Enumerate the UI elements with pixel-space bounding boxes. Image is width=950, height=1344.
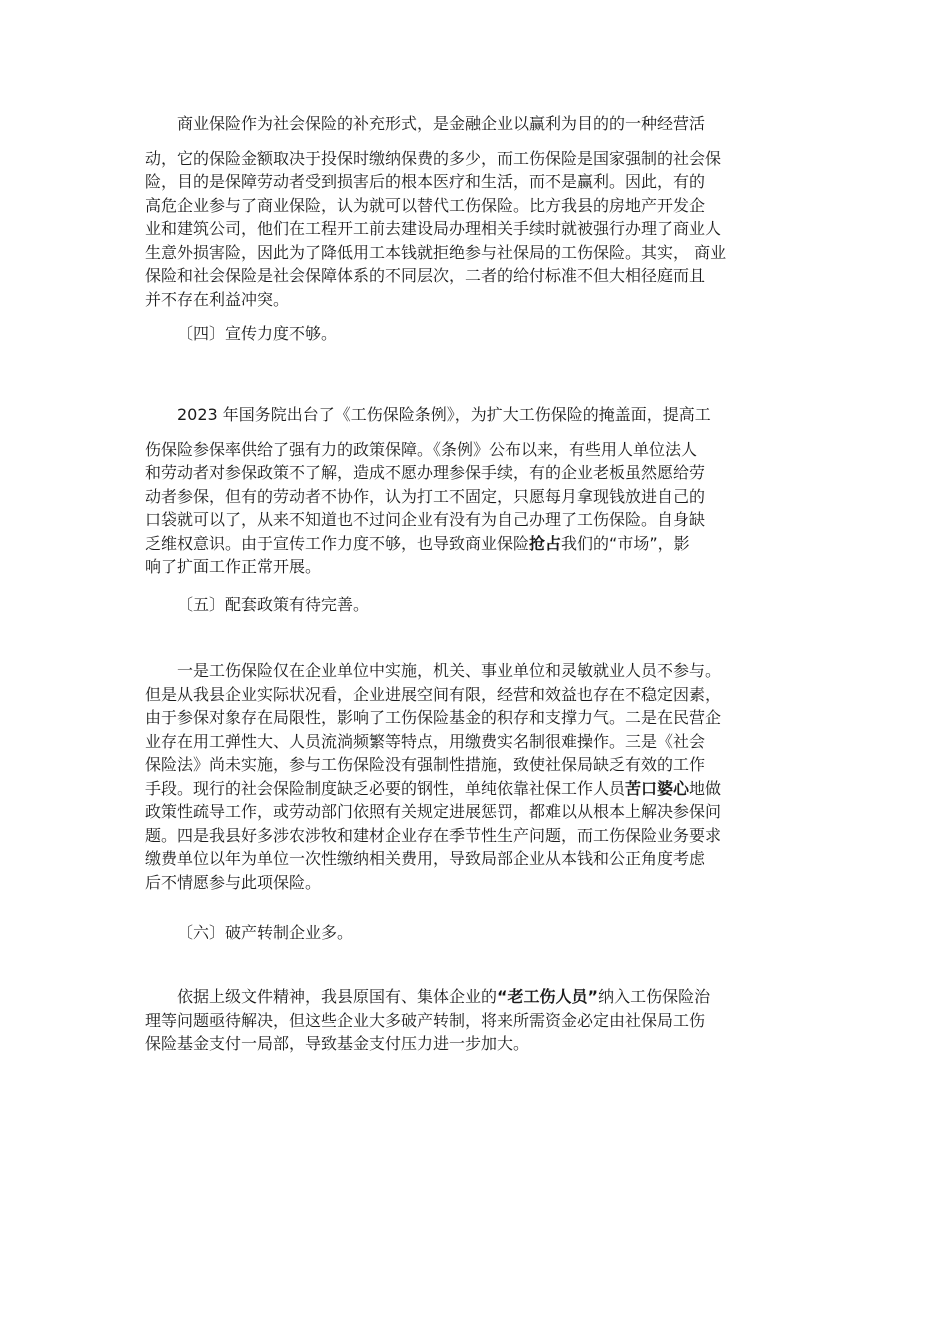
text-line: 和劳动者对参保政策不了解，造成不愿办理参保手续，有的企业老板虽然愿给劳 (145, 463, 706, 482)
text-segment: 纳入工伤保险治 (598, 987, 711, 1006)
text-line: 业存在用工弹性大、人员流淌频繁等特点，用缴费实名制很难操作。三是《社会 (145, 731, 706, 751)
emphasis-text: 苦口婆心 (625, 778, 690, 798)
text-line: 但是从我县企业实际状况看，企业进展空间有限，经营和效益也存在不稳定因素， (145, 684, 722, 704)
text-line: 险，目的是保障劳动者受到损害后的根本医疗和生活，而不是赢利。因此，有的 (145, 172, 706, 191)
text-line: 理等问题亟待解决，但这些企业大多破产转制，将来所需资金必定由社保局工伤 (145, 1010, 706, 1030)
text-line: 后不情愿参与此项保险。 (145, 872, 322, 892)
text-line: 题。四是我县好多涉农涉牧和建材企业存在季节性生产问题，而工伤保险业务要求 (145, 825, 722, 845)
text-line: 2023 年国务院出台了《工伤保险条例》，为扩大工伤保险的掩盖面，提高工 (177, 405, 711, 424)
section-heading-5: 〔五〕配套政策有待完善。 (177, 595, 370, 614)
text-line: 高危企业参与了商业保险，认为就可以替代工伤保险。比方我县的房地产开发企 (145, 195, 706, 215)
text-line: 由于参保对象存在局限性，影响了工伤保险基金的积存和支撑力气。二是在民营企 (145, 708, 722, 727)
emphasis-text: “老工伤人员” (497, 987, 599, 1006)
text-line: 保险法》尚未实施，参与工伤保险没有强制性措施，致使社保局缺乏有效的工作 (145, 755, 706, 774)
text-line-with-emphasis (145, 777, 817, 801)
text-segment: 依据上级文件精神，我县原国有、集体企业的 (177, 987, 498, 1006)
text-line: 动者参保，但有的劳动者不协作，认为打工不固定，只愿每月拿现钱放进自己的 (145, 486, 706, 506)
emphasis-text: 抢占 (529, 533, 562, 553)
text-segment: 地做 (689, 778, 722, 798)
paragraph-supporting-policy (145, 659, 817, 894)
text-line: 一是工伤保险仅在企业单位中实施，机关、事业单位和灵敏就业人员不参与。 (177, 661, 722, 680)
text-line-with-emphasis (145, 985, 817, 1009)
text-line-with-emphasis (145, 532, 817, 556)
text-line: 保险基金支付一局部，导致基金支付压力进一步加大。 (145, 1034, 530, 1053)
text-segment: 乏维权意识。由于宣传工作力度不够，也导致商业保险 (145, 533, 530, 553)
text-line: 口袋就可以了，从来不知道也不过问企业有没有为自己办理了工伤保险。自身缺 (145, 510, 706, 529)
paragraph-publicity (145, 403, 817, 579)
text-line: 保险和社会保险是社会保障体系的不同层次，二者的给付标准不但大相径庭而且 (145, 266, 706, 285)
text-segment: 手段。现行的社会保险制度缺乏必要的钢性，单纯依靠社保工作人员 (145, 778, 626, 798)
text-line: 业和建筑公司，他们在工程开工前去建设局办理相关手续时就被强行办理了商业人 (145, 219, 722, 238)
text-line: 生意外损害险，因此为了降低用工本钱就拒绝参与社保局的工伤保险。其实， 商业 (145, 242, 727, 262)
section-heading-6: 〔六〕破产转制企业多。 (177, 923, 354, 942)
text-line: 并不存在利益冲突。 (145, 289, 290, 309)
section-heading-4: 〔四〕宣传力度不够。 (177, 324, 338, 343)
text-line: 缴费单位以年为单位一次性缴纳相关费用，导致局部企业从本钱和公正角度考虑 (145, 849, 706, 868)
text-line: 动，它的保险金额取决于投保时缴纳保费的多少，而工伤保险是国家强制的社会保 (145, 148, 722, 168)
paragraph-commercial-insurance (145, 112, 817, 311)
text-line: 商业保险作为社会保险的补充形式，是金融企业以赢利为目的的一种经营活 (177, 114, 706, 133)
text-line: 伤保险参保率供给了强有力的政策保障。《条例》公布以来，有些用人单位法人 (145, 439, 698, 459)
text-line: 响了扩面工作正常开展。 (145, 557, 322, 576)
text-segment: 我们的“市场”，影 (561, 533, 690, 553)
paragraph-bankrupt-enterprises (145, 985, 817, 1056)
text-line: 政策性疏导工作，或劳动部门依照有关规定进展惩罚，都难以从根本上解决参保问 (145, 802, 722, 821)
